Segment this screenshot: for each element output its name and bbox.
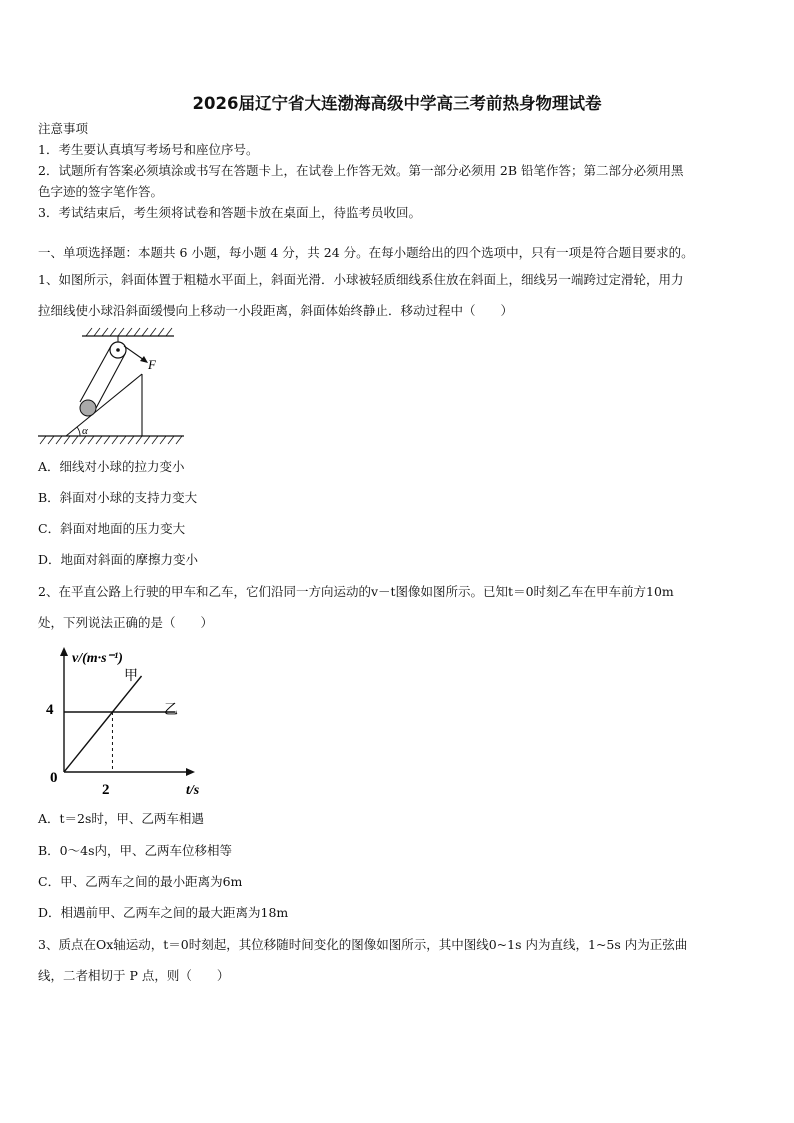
q1-stem-line1: 1、如图所示，斜面体置于粗糙水平面上，斜面光滑．小球被轻质细线系住放在斜面上，细线另一端跨过定滑轮，用力: [38, 272, 684, 287]
y-tick-label-4: 4: [46, 702, 54, 718]
page-title: 2026届辽宁省大连渤海高级中学高三考前热身物理试卷: [192, 94, 602, 113]
q2-option-b: B．0～4s内，甲、乙两车位移相等: [38, 843, 233, 858]
notice-item-2-cont: 色字迹的签字笔作答。: [38, 184, 164, 199]
q1-stem-line2: 拉细线使小球沿斜面缓慢向上移动一小段距离，斜面体始终静止．移动过程中（ ）: [38, 303, 514, 318]
notice-heading: 注意事项: [38, 121, 89, 136]
q1-option-d: D．地面对斜面的摩擦力变小: [38, 552, 199, 567]
y-axis-label: v/(m·s⁻¹): [72, 651, 123, 666]
y-axis-arrow: [60, 647, 68, 656]
x-axis-arrow: [186, 768, 195, 776]
q1-option-a: A．细线对小球的拉力变小: [38, 459, 185, 474]
notice-item-2: 2．试题所有答案必须填涂或书写在答题卡上，在试卷上作答无效。第一部分必须用 2B 铅笔作答；第二部分必须用黑: [38, 163, 684, 178]
series-label-yi: 乙: [164, 702, 178, 718]
section-heading: 一、单项选择题：本题共 6 小题，每小题 4 分，共 24 分。在每小题给出的四个选项中，只有一项是符合题目要求的。: [38, 245, 694, 260]
q3-stem-line1: 3、质点在Ox轴运动，t＝0时刻起，其位移随时间变化的图像如图所示，其中图线0~1s 内为直线，1~5s 内为正弦曲: [38, 937, 688, 952]
q3-stem-line2: 线，二者相切于 P 点，则（ ）: [38, 968, 230, 983]
q1-incline-figure: [36, 322, 188, 450]
notice-item-3: 3．考试结束后，考生须将试卷和答题卡放在桌面上，待监考员收回。: [38, 205, 421, 220]
q2-option-a: A．t＝2s时，甲、乙两车相遇: [38, 811, 204, 826]
series-line-jia: [64, 676, 142, 772]
x-tick-label-2: 2: [102, 782, 110, 798]
q2-option-c: C．甲、乙两车之间的最小距离为6m: [38, 874, 243, 889]
q1-angle-label: α: [82, 425, 88, 437]
q2-vt-chart: [40, 640, 210, 800]
origin-label: 0: [50, 770, 58, 786]
series-label-jia: 甲: [124, 668, 138, 684]
q2-stem-line2: 处，下列说法正确的是（ ）: [38, 615, 214, 630]
x-axis-label: t/s: [186, 783, 200, 798]
notice-item-1: 1．考生要认真填写考场号和座位序号。: [38, 142, 259, 157]
q2-option-d: D．相遇前甲、乙两车之间的最大距离为18m: [38, 905, 289, 920]
q1-force-label: F: [148, 357, 156, 372]
q2-stem-line1: 2、在平直公路上行驶的甲车和乙车，它们沿同一方向运动的v－t图像如图所示。已知t＝0时刻乙车在甲车前方10m: [38, 584, 674, 599]
q1-option-b: B．斜面对小球的支持力变大: [38, 490, 198, 505]
q1-option-c: C．斜面对地面的压力变大: [38, 521, 186, 536]
